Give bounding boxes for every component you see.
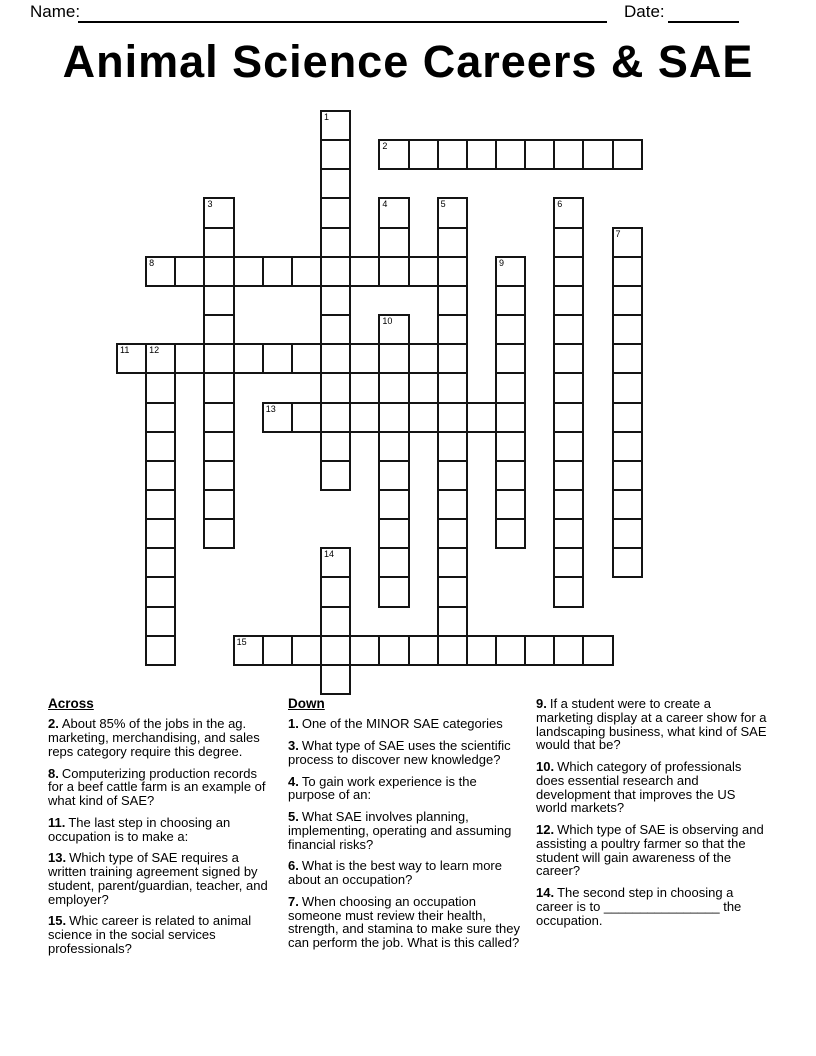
grid-cell[interactable]	[378, 227, 409, 258]
grid-cell[interactable]	[203, 197, 234, 228]
grid-cell[interactable]	[320, 372, 351, 403]
grid-cell[interactable]	[320, 576, 351, 607]
grid-cell[interactable]	[145, 460, 176, 491]
clue-number: 15.	[48, 913, 67, 929]
down-clues-column-continued	[536, 697, 770, 935]
grid-cell[interactable]	[145, 402, 176, 433]
grid-cell[interactable]	[612, 139, 643, 170]
grid-cell[interactable]	[437, 547, 468, 578]
cell-number: 15	[236, 636, 247, 647]
grid-cell[interactable]	[378, 139, 409, 170]
grid-cell[interactable]	[553, 460, 584, 491]
clue-text: Which type of SAE requires a written training agreement signed by student, parent/guardian, teacher, and employer?	[48, 850, 268, 907]
cell-number: 8	[149, 257, 155, 268]
clue-item-down-1	[288, 717, 520, 731]
grid-cell[interactable]	[437, 139, 468, 170]
clue-number: 12.	[536, 822, 555, 838]
grid-cell[interactable]	[262, 256, 293, 287]
grid-cell[interactable]	[553, 343, 584, 374]
grid-cell[interactable]	[437, 431, 468, 462]
cell-number: 5	[440, 199, 446, 210]
grid-cell[interactable]	[437, 489, 468, 520]
cell-number: 13	[265, 403, 276, 414]
across-heading: Across	[48, 696, 94, 711]
grid-cell[interactable]	[553, 314, 584, 345]
grid-cell[interactable]	[145, 518, 176, 549]
grid-cell[interactable]	[116, 343, 147, 374]
grid-cell[interactable]	[495, 402, 526, 433]
grid-cell[interactable]	[203, 285, 234, 316]
clue-number: 13.	[48, 850, 67, 866]
grid-cell[interactable]	[203, 227, 234, 258]
clue-number: 4.	[288, 773, 299, 789]
grid-cell[interactable]	[203, 460, 234, 491]
clue-text: What type of SAE uses the scientific process to discover new knowledge?	[288, 738, 511, 767]
grid-cell[interactable]	[553, 256, 584, 287]
grid-cell[interactable]	[145, 372, 176, 403]
grid-cell[interactable]	[203, 256, 234, 287]
grid-cell[interactable]	[203, 489, 234, 520]
clue-number: 11.	[48, 814, 66, 830]
grid-cell[interactable]	[203, 343, 234, 374]
grid-cell[interactable]	[320, 285, 351, 316]
cell-number: 2	[382, 141, 388, 152]
grid-cell[interactable]	[291, 256, 322, 287]
clue-item-across-13	[48, 851, 270, 906]
grid-cell[interactable]	[524, 635, 555, 666]
grid-cell[interactable]	[378, 635, 409, 666]
cell-number: 14	[324, 549, 335, 560]
grid-cell[interactable]	[466, 402, 497, 433]
grid-cell[interactable]	[408, 635, 439, 666]
worksheet-title: Animal Science Careers & SAE	[62, 36, 754, 87]
grid-cell[interactable]	[612, 518, 643, 549]
clue-number: 3.	[288, 738, 299, 754]
grid-cell[interactable]	[233, 343, 264, 374]
grid-cell[interactable]	[378, 489, 409, 520]
grid-cell[interactable]	[553, 285, 584, 316]
grid-cell[interactable]	[553, 547, 584, 578]
grid-cell[interactable]	[553, 576, 584, 607]
grid-cell[interactable]	[553, 431, 584, 462]
clue-number: 7.	[288, 893, 299, 909]
grid-cell[interactable]	[437, 256, 468, 287]
clue-item-across-15	[48, 914, 270, 955]
grid-cell[interactable]	[553, 518, 584, 549]
grid-cell[interactable]	[203, 431, 234, 462]
grid-cell[interactable]	[612, 314, 643, 345]
grid-cell[interactable]	[553, 139, 584, 170]
grid-cell[interactable]	[612, 227, 643, 258]
grid-cell[interactable]	[408, 343, 439, 374]
grid-cell[interactable]	[437, 460, 468, 491]
clue-number: 5.	[288, 809, 299, 825]
cell-number: 12	[149, 345, 160, 356]
cell-number: 10	[382, 316, 393, 327]
grid-cell[interactable]	[320, 606, 351, 637]
grid-cell[interactable]	[437, 635, 468, 666]
grid-cell[interactable]	[145, 343, 176, 374]
grid-cell[interactable]	[233, 635, 264, 666]
cell-number: 9	[498, 257, 504, 268]
clue-item-down-10	[536, 760, 770, 815]
grid-cell[interactable]	[145, 431, 176, 462]
grid-cell[interactable]	[378, 518, 409, 549]
cell-number: 3	[207, 199, 213, 210]
cell-number: 7	[615, 228, 621, 239]
grid-cell[interactable]	[553, 372, 584, 403]
grid-cell[interactable]	[495, 256, 526, 287]
grid-cell[interactable]	[612, 372, 643, 403]
grid-cell[interactable]	[378, 372, 409, 403]
grid-cell[interactable]	[145, 256, 176, 287]
clue-text: About 85% of the jobs in the ag. marketing, merchandising, and sales reps category require this degree.	[48, 716, 260, 759]
grid-cell[interactable]	[553, 635, 584, 666]
grid-cell[interactable]	[145, 547, 176, 578]
grid-cell[interactable]	[349, 402, 380, 433]
clue-item-down-12	[536, 823, 770, 878]
grid-cell[interactable]	[495, 635, 526, 666]
grid-cell[interactable]	[495, 139, 526, 170]
grid-cell[interactable]	[495, 285, 526, 316]
grid-cell[interactable]	[145, 576, 176, 607]
grid-cell[interactable]	[437, 576, 468, 607]
grid-cell[interactable]	[320, 227, 351, 258]
grid-cell[interactable]	[378, 314, 409, 345]
grid-cell[interactable]	[612, 547, 643, 578]
clue-text: To gain work experience is the purpose of an:	[288, 773, 477, 803]
grid-cell[interactable]	[378, 576, 409, 607]
grid-cell[interactable]	[262, 402, 293, 433]
grid-cell[interactable]	[612, 402, 643, 433]
grid-cell[interactable]	[203, 402, 234, 433]
grid-cell[interactable]	[612, 343, 643, 374]
grid-cell[interactable]	[203, 314, 234, 345]
grid-cell[interactable]	[612, 256, 643, 287]
grid-cell[interactable]	[320, 168, 351, 199]
grid-cell[interactable]	[437, 343, 468, 374]
grid-cell[interactable]	[320, 197, 351, 228]
clue-item-across-2	[48, 717, 270, 758]
grid-cell[interactable]	[203, 372, 234, 403]
grid-cell[interactable]	[553, 489, 584, 520]
grid-cell[interactable]	[582, 635, 613, 666]
grid-cell[interactable]	[320, 110, 351, 141]
clue-text: Whic career is related to animal science in the social services professionals?	[48, 913, 252, 957]
grid-cell[interactable]	[466, 139, 497, 170]
grid-cell[interactable]	[495, 489, 526, 520]
clue-text: The second step in choosing a career is to ________________ the occupation.	[536, 885, 742, 928]
grid-cell[interactable]	[320, 431, 351, 462]
clue-text: When choosing an occupation someone must review their health, strength, and stamina to make sure they can perform the job. What is this called?	[288, 893, 520, 951]
grid-cell[interactable]	[320, 314, 351, 345]
grid-cell[interactable]	[320, 343, 351, 374]
grid-cell[interactable]	[378, 343, 409, 374]
clue-text: What SAE involves planning, implementing, operating and assuming financial risks?	[288, 809, 512, 852]
grid-cell[interactable]	[495, 343, 526, 374]
grid-cell[interactable]	[320, 402, 351, 433]
grid-cell[interactable]	[437, 518, 468, 549]
grid-cell[interactable]	[291, 402, 322, 433]
grid-cell[interactable]	[495, 460, 526, 491]
grid-cell[interactable]	[320, 460, 351, 491]
grid-cell[interactable]	[320, 139, 351, 170]
clue-number: 14.	[536, 885, 555, 901]
grid-cell[interactable]	[612, 489, 643, 520]
grid-cell[interactable]	[174, 256, 205, 287]
grid-cell[interactable]	[495, 518, 526, 549]
grid-cell[interactable]	[408, 402, 439, 433]
clue-item-across-11	[48, 816, 270, 844]
grid-cell[interactable]	[408, 256, 439, 287]
grid-cell[interactable]	[291, 343, 322, 374]
grid-cell[interactable]	[378, 256, 409, 287]
grid-cell[interactable]	[582, 139, 613, 170]
grid-cell[interactable]	[145, 635, 176, 666]
date-label: Date:	[624, 2, 665, 21]
grid-cell[interactable]	[553, 197, 584, 228]
clue-text: Computerizing production records for a beef cattle farm is an example of what kind of SAE?	[48, 765, 266, 809]
grid-cell[interactable]	[378, 197, 409, 228]
grid-cell[interactable]	[145, 606, 176, 637]
grid-cell[interactable]	[495, 372, 526, 403]
grid-cell[interactable]	[291, 635, 322, 666]
cell-number: 1	[324, 112, 330, 122]
clue-text: The last step in choosing an occupation is to make a:	[48, 814, 231, 844]
clue-text: One of the MINOR SAE categories	[301, 716, 503, 732]
clue-text: What is the best way to learn more about an occupation?	[288, 858, 502, 888]
clue-number: 2.	[48, 716, 59, 732]
clue-number: 1.	[288, 716, 299, 732]
clue-number: 10.	[536, 759, 555, 775]
clue-item-down-14	[536, 886, 770, 927]
grid-cell[interactable]	[349, 343, 380, 374]
name-label: Name:	[30, 2, 81, 21]
grid-cell[interactable]	[378, 402, 409, 433]
down-heading: Down	[288, 696, 325, 711]
clue-item-down-5	[288, 810, 520, 851]
clue-text: Which type of SAE is observing and assisting a poultry farmer so that the student will gain awareness of the career?	[536, 822, 764, 879]
grid-cell[interactable]	[320, 256, 351, 287]
grid-cell[interactable]	[320, 664, 351, 695]
clue-item-down-9	[536, 697, 770, 752]
grid-cell[interactable]	[495, 431, 526, 462]
cell-number: 6	[557, 199, 563, 210]
grid-cell[interactable]	[203, 518, 234, 549]
clue-number: 9.	[536, 696, 547, 711]
grid-cell[interactable]	[437, 285, 468, 316]
grid-cell[interactable]	[262, 635, 293, 666]
clue-item-down-6	[288, 859, 520, 887]
grid-cell[interactable]	[553, 402, 584, 433]
grid-cell[interactable]	[437, 227, 468, 258]
grid-cell[interactable]	[378, 460, 409, 491]
clue-number: 8.	[48, 765, 59, 781]
grid-cell[interactable]	[437, 314, 468, 345]
clue-text: Which category of professionals does essential research and development that improves the US world markets?	[536, 759, 742, 816]
grid-cell[interactable]	[320, 635, 351, 666]
clue-number: 6.	[288, 858, 299, 874]
grid-cell[interactable]	[174, 343, 205, 374]
clue-item-down-7	[288, 895, 520, 950]
grid-cell[interactable]	[262, 343, 293, 374]
grid-cell[interactable]	[612, 460, 643, 491]
grid-cell[interactable]	[233, 256, 264, 287]
grid-cell[interactable]	[437, 197, 468, 228]
grid-cell[interactable]	[145, 489, 176, 520]
grid-cell[interactable]	[553, 227, 584, 258]
grid-cell[interactable]	[466, 635, 497, 666]
grid-cell[interactable]	[495, 314, 526, 345]
grid-cell[interactable]	[378, 431, 409, 462]
grid-cell[interactable]	[524, 139, 555, 170]
down-clues-column	[288, 697, 520, 958]
grid-cell[interactable]	[437, 372, 468, 403]
grid-cell[interactable]	[612, 285, 643, 316]
clue-text: If a student were to create a marketing display at a career show for a landscaping business, what kind of SAE would that be?	[536, 696, 767, 753]
grid-cell[interactable]	[437, 402, 468, 433]
grid-cell[interactable]	[437, 606, 468, 637]
grid-cell[interactable]	[349, 635, 380, 666]
cell-number: 4	[382, 199, 388, 210]
clue-item-across-8	[48, 767, 270, 808]
grid-cell[interactable]	[349, 256, 380, 287]
grid-cell[interactable]	[378, 547, 409, 578]
grid-cell[interactable]	[320, 547, 351, 578]
clue-item-down-4	[288, 775, 520, 803]
cell-number: 11	[120, 345, 130, 356]
grid-cell[interactable]	[612, 431, 643, 462]
across-clues-column	[48, 697, 270, 964]
clue-item-down-3	[288, 739, 520, 767]
grid-cell[interactable]	[408, 139, 439, 170]
